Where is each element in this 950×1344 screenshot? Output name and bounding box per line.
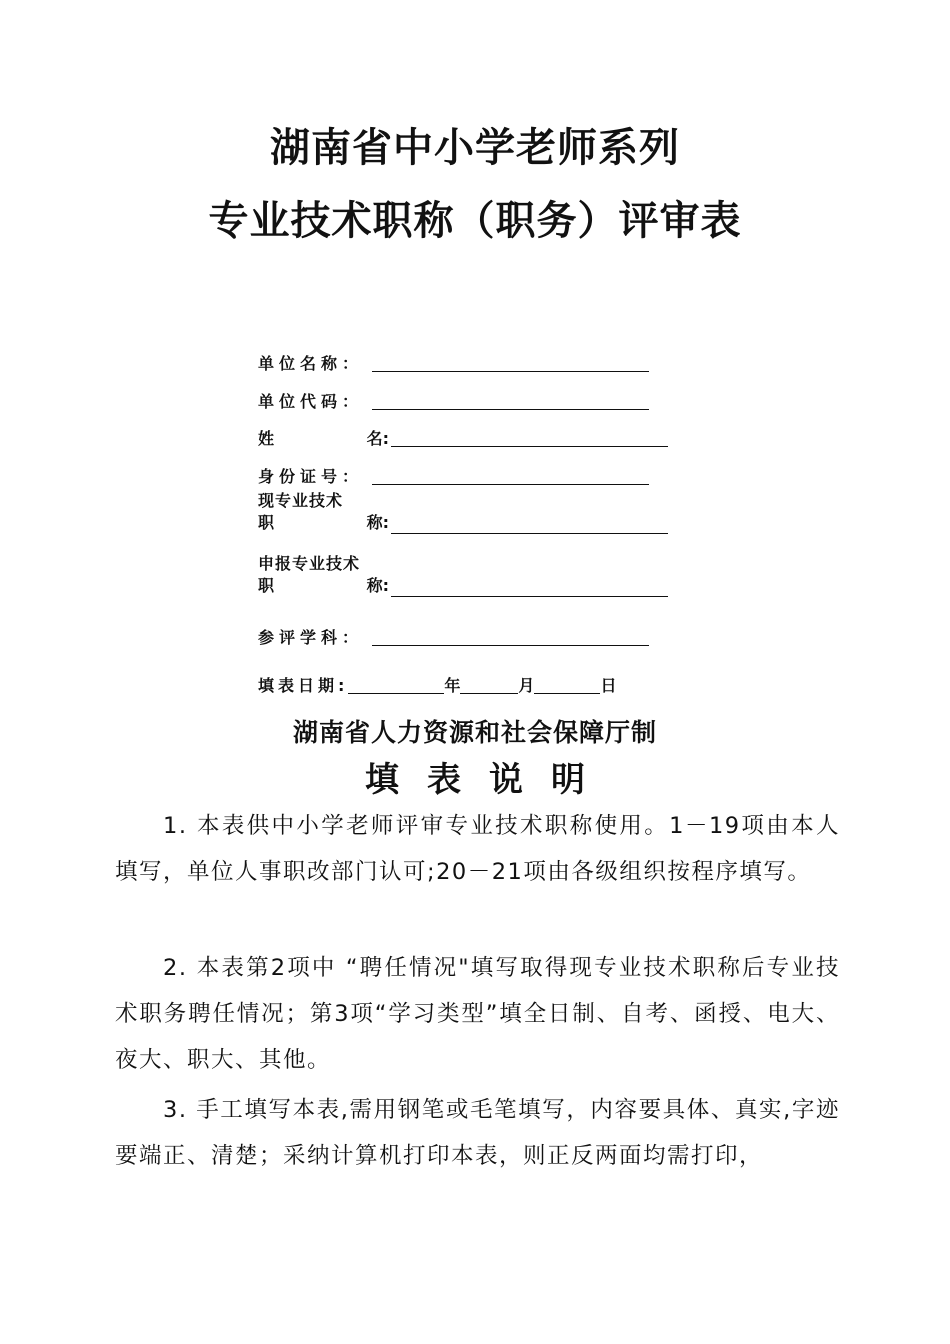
id-number-label: 身份证号： [258, 467, 364, 486]
unit-name-field[interactable] [372, 371, 649, 372]
document-title-line2: 专业技术职称（职务）评审表 [208, 197, 742, 244]
current-title-field[interactable] [391, 533, 668, 534]
applied-title-field[interactable] [391, 596, 668, 597]
unit-name-label: 单位名称： [258, 354, 364, 373]
unit-code-field[interactable] [372, 409, 649, 410]
day-field[interactable] [534, 679, 600, 694]
issuer-line: 湖南省人力资源和社会保障厅制 [292, 718, 657, 747]
id-number-field[interactable] [372, 484, 649, 485]
name-field[interactable] [391, 446, 668, 447]
fill-date-row [258, 678, 616, 694]
document-title-line1: 湖南省中小学老师系列 [270, 124, 680, 171]
name-label: 姓 名: [258, 429, 389, 448]
notes-heading: 填表说明 [365, 760, 613, 800]
month-field[interactable] [460, 679, 518, 694]
day-label: 日 [600, 676, 617, 695]
subject-field[interactable] [372, 645, 649, 646]
year-field[interactable] [348, 679, 444, 694]
subject-label: 参评学科： [258, 628, 364, 647]
note-item-1: 1. 本表供中小学老师评审专业技术职称使用。1－19项由本人填写，单位人事职改部门认可;20－21项由各级组织按程序填写。 [115, 813, 840, 885]
note-item-3: 3. 手工填写本表,需用钢笔或毛笔填写，内容要具体、真实,字迹要端正、清楚；采纳计算机打印本表，则正反两面均需打印， [115, 1097, 840, 1169]
year-label: 年 [444, 676, 461, 695]
note-item-2: 2. 本表第2项中 “聘任情况"填写取得现专业技术职称后专业技术职务聘任情况；第3项“学习类型”填全日制、自考、函授、电大、夜大、职大、其他。 [115, 955, 840, 1073]
fill-date-label: 填表日期: [258, 676, 349, 695]
month-label: 月 [518, 676, 535, 695]
applied-title-label: 申报专业技术 职 称: [258, 554, 389, 595]
unit-code-label: 单位代码： [258, 392, 364, 411]
current-title-label: 现专业技术 职 称: [258, 491, 389, 532]
